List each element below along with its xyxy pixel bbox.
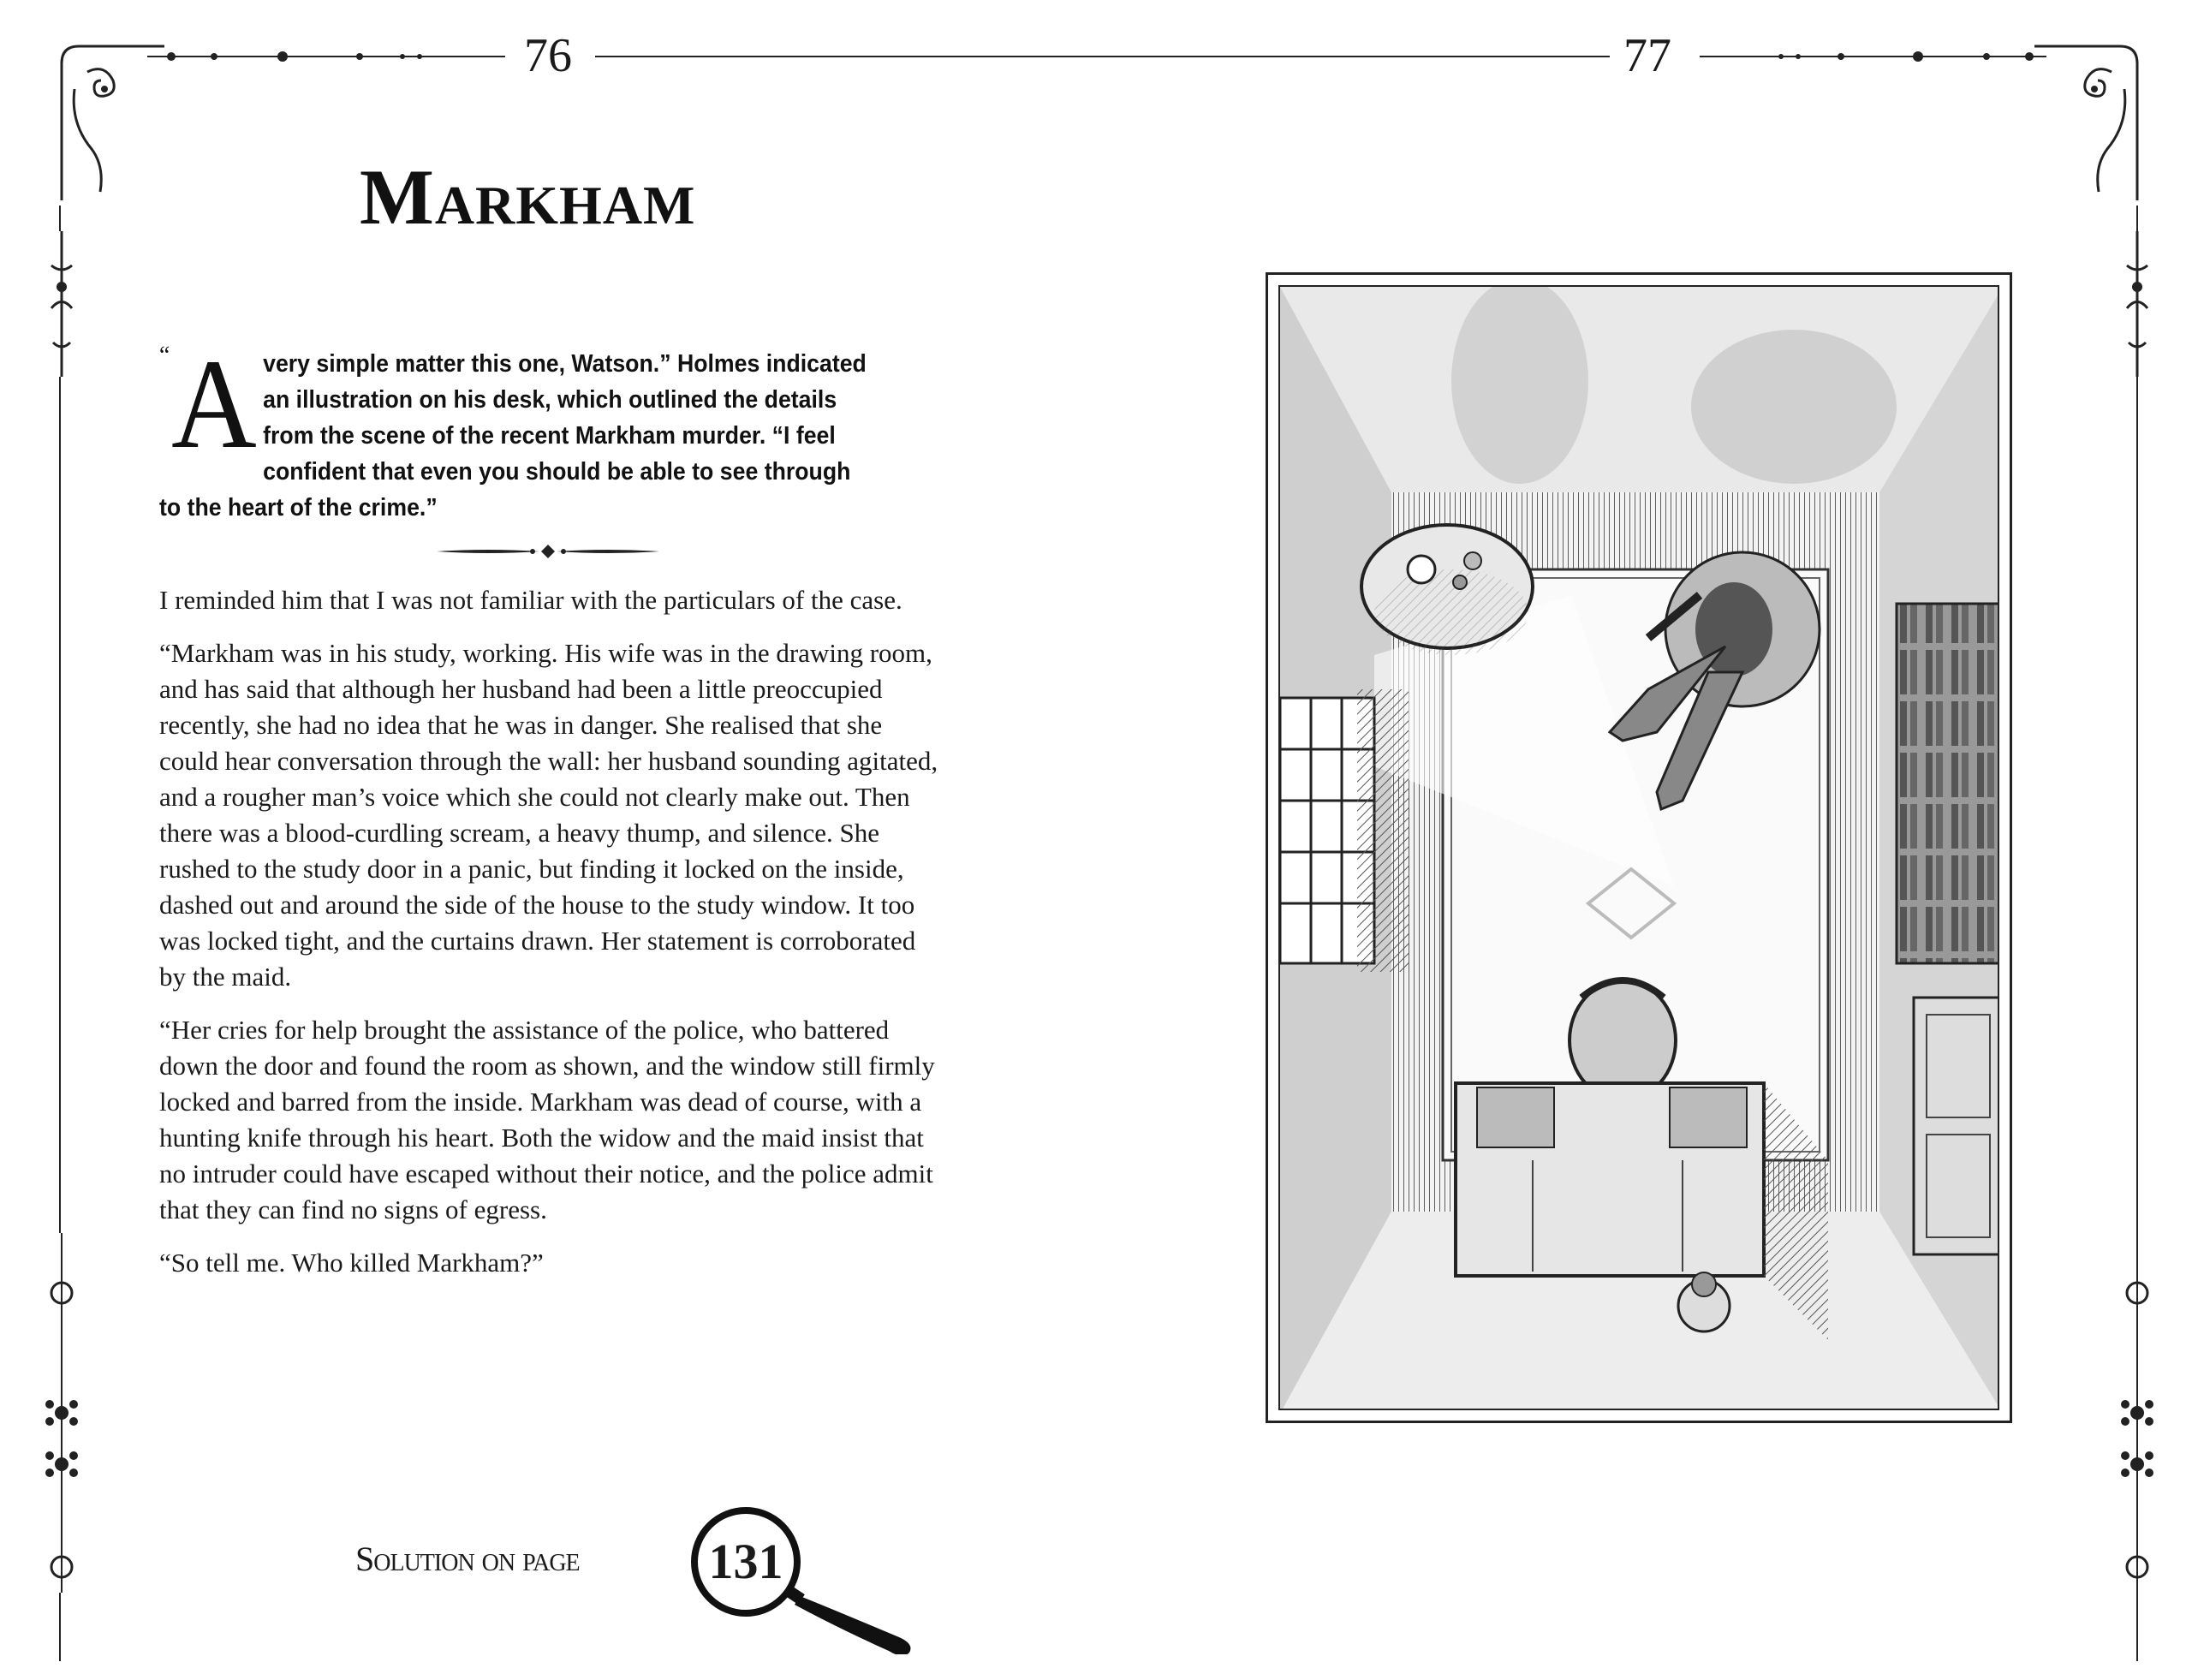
intro-open-quote: “ bbox=[159, 341, 170, 369]
story-body bbox=[159, 582, 947, 1298]
drop-cap: A bbox=[171, 333, 257, 475]
solution-page-number: 131 bbox=[708, 1534, 783, 1589]
crime-scene-illustration bbox=[1266, 272, 2012, 1423]
corner-ornament-top-right-icon bbox=[2026, 38, 2146, 209]
body-paragraph: “Her cries for help brought the assistance of the police, who battered down the door and found the room as shown, and the window still firmly locked and barred from the inside. Markham was dead of course, with a hunting knife through his heart. Both the widow and the maid insist that no intruder could have escaped without their notice, and the police admit that they can find no signs of egress. bbox=[159, 1015, 935, 1224]
intro-text: very simple matter this one, Watson.” Holmes indicated an illustration on his desk, which outlined the details from the scene of the recent Markham murder. “I feel confident that even you should be able to see through to the heart of the crime.” bbox=[159, 350, 867, 521]
page-number-right: 77 bbox=[1623, 29, 1671, 82]
side-ornament-left-top-icon bbox=[45, 231, 79, 377]
side-ornament-right-top-icon bbox=[2120, 231, 2154, 377]
study-room-drawing bbox=[1280, 287, 1999, 1410]
body-paragraph: “So tell me. Who killed Markham?” bbox=[159, 1248, 544, 1278]
ornamental-divider-icon bbox=[437, 541, 659, 562]
body-paragraph: I reminded him that I was not familiar with the particulars of the case. bbox=[159, 585, 902, 615]
page-title: Markham bbox=[360, 153, 696, 241]
intro-paragraph bbox=[159, 333, 868, 526]
corner-ornament-top-left-icon bbox=[53, 38, 173, 209]
illustration-inner-frame bbox=[1278, 285, 1999, 1410]
page-number-left: 76 bbox=[524, 29, 572, 82]
body-paragraph: “Markham was in his study, working. His wife was in the drawing room, and has said that although her husband had been a little preoccupied recently, she had no idea that he was in danger. She realised that she could hear conversation through the wall: her husband sounding agitated, and a rougher man’s voice which she could not clearly make out. Then there was a blood-curdling scream, a heavy thump, and silence. She rushed to the study door in a panic, but finding it locked on the inside, dashed out and around the side of the house to the study window. It too was locked tight, and the curtains drawn. Her statement is corroborated by the maid. bbox=[159, 638, 938, 992]
solution-label: Solution on page bbox=[355, 1540, 580, 1578]
side-ornament-left-bottom-icon bbox=[41, 1233, 82, 1593]
side-ornament-right-bottom-icon bbox=[2117, 1233, 2158, 1593]
